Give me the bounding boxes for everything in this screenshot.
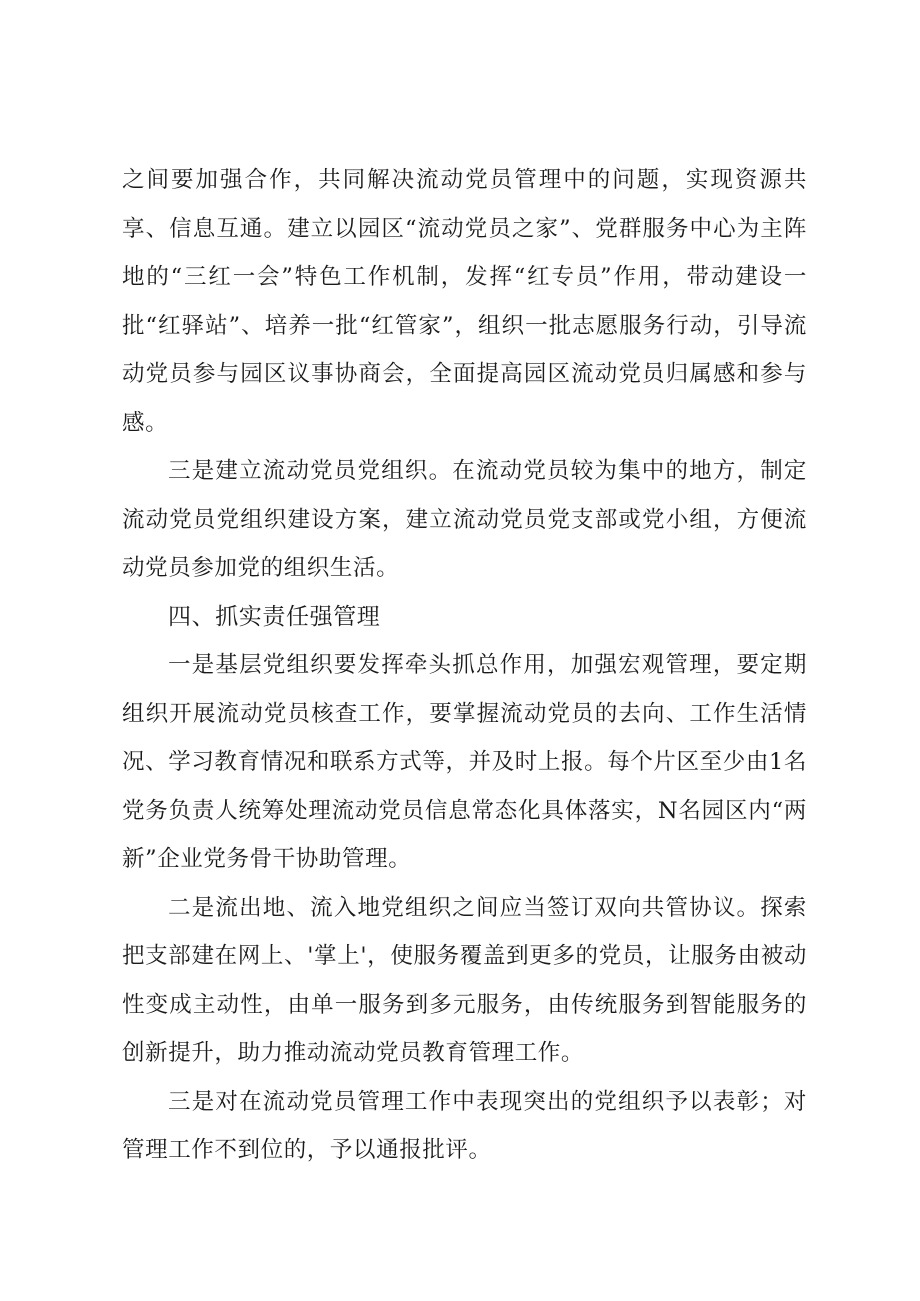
paragraph-continuation: 之间要加强合作，共同解决流动党员管理中的问题，实现资源共享、信息互通。建立以园区“流动党员之家”、党群服务中心为主阵地的“三红一会”特色工作机制，发挥“红专员”作用，带动建设一批“红驿站”、培养一批“红管家”，组织一批志愿服务行动，引导流动党员参与园区议事协商会，全面提高园区流动党员归属感和参与感。: [122, 167, 807, 436]
paragraph-party-organization: 三是建立流动党员党组织。在流动党员较为集中的地方，制定流动党员党组织建设方案，建立流动党员党支部或党小组，方便流动党员参加党的组织生活。: [122, 458, 807, 581]
document-body: [122, 156, 807, 1175]
section-heading: 四、抓实责任强管理: [168, 603, 381, 630]
paragraph-commendation: 三是对在流动党员管理工作中表现突出的党组织予以表彰；对管理工作不到位的，予以通报批评。: [122, 1088, 807, 1163]
paragraph-grassroots-responsibility: 一是基层党组织要发挥牵头抓总作用，加强宏观管理，要定期组织开展流动党员核查工作，要掌握流动党员的去向、工作生活情况、学习教育情况和联系方式等，并及时上报。每个片区至少由1名党务负责人统筹处理流动党员信息常态化具体落实，N名园区内“两新”企业党务骨干协助管理。: [122, 652, 807, 872]
paragraph-co-management-agreement: 二是流出地、流入地党组织之间应当签订双向共管协议。探索把支部建在网上、'掌上'，使服务覆盖到更多的党员，让服务由被动性变成主动性，由单一服务到多元服务，由传统服务到智能服务的创新提升，助力推动流动党员教育管理工作。: [122, 894, 807, 1066]
